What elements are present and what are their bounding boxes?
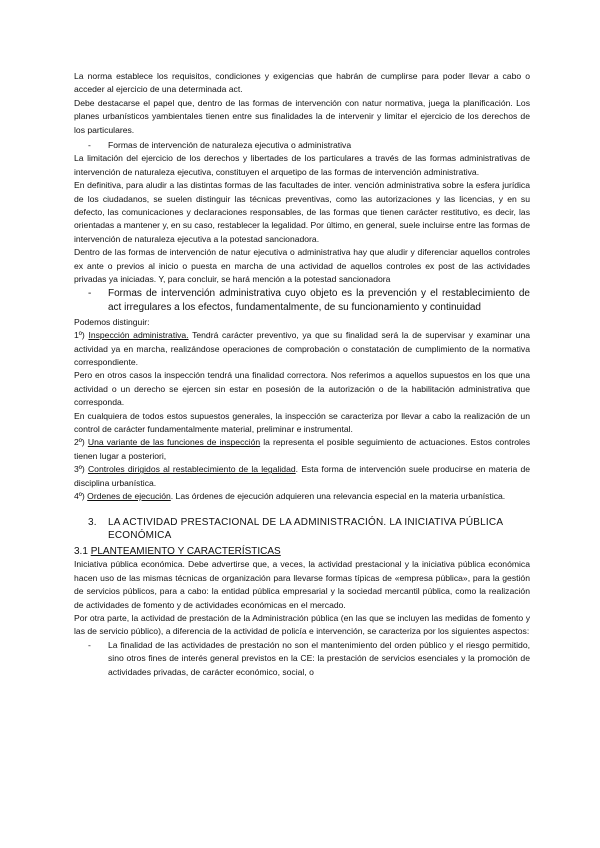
subsection-number: 3.1 [74, 546, 88, 558]
paragraph: Pero en otros casos la inspección tendrá una finalidad correctora. Nos referimos a aquellos supuestos en los que una actividad o un derecho se ejercen sin estar en posesión de la autorización o de la habilitación administrativa que corresponda. [74, 370, 530, 408]
section-heading [74, 516, 530, 542]
subsection-title: PLANTEAMIENTO Y CARACTERÍSTICAS [90, 546, 281, 558]
paragraph: La limitación del ejercicio de los derechos y libertades de los particulares a través de las formas administrativas de intervención de naturaleza ejecutiva, constituyen el arquetipo de las formas de intervención administrativa. [74, 153, 530, 177]
document-page [74, 70, 530, 679]
subsection-heading [74, 545, 530, 558]
bullet-text: Formas de intervención de naturaleza ejecutiva o administrativa [108, 140, 352, 151]
item-title: Controles dirigidos al restablecimiento de la legalidad [87, 464, 296, 475]
item-number: 3º) [74, 464, 85, 475]
bullet-text: La finalidad de las actividades de prestación no son el mantenimiento del orden público y el riesgo permitido, sino otros fines de interés general previstos en la CE: la prestación de servicios esenciales y la promoción de actividades privadas, de carácter económico, social, o [108, 639, 530, 677]
item-number: 4º) [74, 490, 85, 501]
bullet-item [74, 139, 530, 152]
paragraph: Dentro de las formas de intervención de natur ejecutiva o administrativa hay que aludir y diferenciar aquellos controles ex ante o previos al inicio o puesta en marcha de una actividad de aquellos controles ex post de las actividades privadas ya iniciadas. Y, para concluir, se hará mención a la potestad sancionadora [74, 247, 530, 285]
section-title: LA ACTIVIDAD PRESTACIONAL DE LA ADMINISTRACIÓN. LA INICIATIVA PÚBLICA ECONÓMICA [108, 517, 503, 542]
item-number: 1º) [74, 330, 85, 341]
numbered-item [74, 436, 530, 463]
item-number: 2º) [74, 437, 85, 448]
section-number: 3. [88, 517, 97, 529]
paragraph: Debe destacarse el papel que, dentro de las formas de intervención con natur normativa, juega la planificación. Los planes urbanísticos yambientales tienen entre sus finalidades la de intervenir y limitar el ejercicio de los derechos de los particulares. [74, 97, 530, 135]
item-text: . Esta forma de intervención suele producirse en materia de disciplina urbanística. [74, 464, 530, 488]
bullet-item [74, 287, 530, 316]
item-title: Inspección administrativa. [88, 330, 189, 341]
item-text: Tendrá carácter preventivo, ya que su finalidad será la de supervisar y examinar una actividad ya en marcha, realizándose operaciones de comprobación o constatación de cumplimiento de la normativa correspondiente. [74, 330, 530, 367]
numbered-item [74, 490, 530, 503]
bullet-dash: - [88, 287, 92, 299]
paragraph: La norma establece los requisitos, condiciones y exigencias que habrán de cumplirse para poder llevar a cabo o acceder al ejercicio de una determinada act. [74, 71, 530, 95]
item-text: . Las órdenes de ejecución adquieren una relevancia especial en la materia urbanística. [170, 490, 506, 501]
paragraph: En definitiva, para aludir a las distintas formas de las facultades de inter. vención administrativa sobre la esfera jurídica de los ciudadanos, se suelen distinguir las técnicas preventivas, como las autorizaciones y las licencias, y en su defecto, las comunicaciones y declaraciones responsables, de las formas que tienen carácter restitutivo, es decir, las orientadas a mantener y, en su caso, restablecer la legalidad. Por último, en general, suele incluirse entre las formas de intervención de naturaleza ejecutiva a la potestad sancionadora. [74, 180, 530, 244]
bullet-dash: - [88, 639, 91, 650]
bullet-text: Formas de intervención administrativa cuyo objeto es la prevención y el restablecimiento de act irregulares a los efectos, fundamentalmente, de su funcionamiento y continuidad [108, 287, 530, 314]
numbered-item [74, 463, 530, 490]
paragraph: Iniciativa pública económica. Debe advertirse que, a veces, la actividad prestacional y la iniciativa pública económica hacen uso de las mismas técnicas de organización para llevarse formas típicas de «empresa pública», para la gestión de servicios públicos, para a cabo: la entidad pública empresarial y la sociedad mercantil pública, como la realización de actividades de fomento y de actividades económicas en el mercado. [74, 559, 530, 610]
paragraph: Por otra parte, la actividad de prestación de la Administración pública (en las que se incluyen las medidas de fomento y las de servicio público), a diferencia de la actividad de policía e intervención, se caracteriza por los siguientes aspectos: [74, 613, 530, 637]
item-title: Una variante de las funciones de inspección [87, 437, 261, 448]
numbered-item [74, 329, 530, 369]
paragraph: Podemos distinguir: [74, 316, 150, 327]
item-text: la representa el posible seguimiento de actuaciones. Estos controles tienen lugar a posteriori, [74, 437, 530, 461]
bullet-dash: - [88, 140, 91, 151]
bullet-item [74, 639, 530, 679]
item-title: Ordenes de ejecución [87, 490, 171, 501]
paragraph: En cualquiera de todos estos supuestos generales, la inspección se caracteriza por llevar a cabo la realización de un control de carácter fundamentalmente material, preliminar e instrumental. [74, 410, 530, 434]
